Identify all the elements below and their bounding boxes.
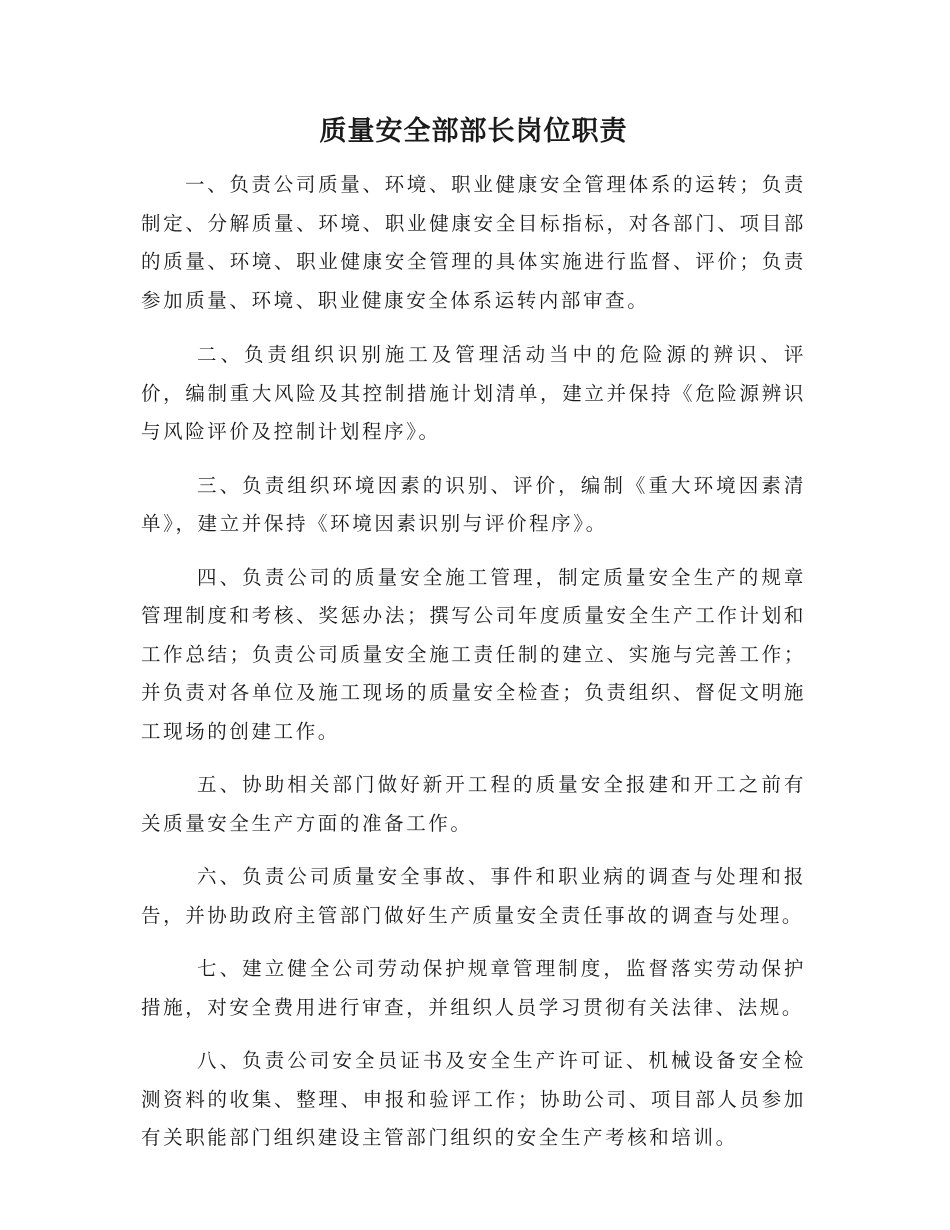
- document-title: 质量安全部部长岗位职责: [319, 116, 628, 147]
- paragraph-2: 二、负责组织识别施工及管理活动当中的危险源的辨识、评价，编制重大风险及其控制措施计划清单，建立并保持《危险源辨识与风险评价及控制计划程序》。: [141, 343, 806, 443]
- document-page: [141, 112, 806, 1173]
- paragraph-4: 四、负责公司的质量安全施工管理，制定质量安全生产的规章管理制度和考核、奖惩办法；撰写公司年度质量安全生产工作计划和工作总结；负责公司质量安全施工责任制的建立、实施与完善工作；并负责对各单位及施工现场的质量安全检查；负责组织、督促文明施工现场的创建工作。: [141, 565, 806, 743]
- paragraph-1: 一、负责公司质量、环境、职业健康安全管理体系的运转；负责制定、分解质量、环境、职业健康安全目标指标，对各部门、项目部的质量、环境、职业健康安全管理的具体实施进行监督、评价；负责参加质量、环境、职业健康安全体系运转内部审查。: [141, 173, 806, 312]
- paragraph-7: 七、建立健全公司劳动保护规章管理制度，监督落实劳动保护措施，对安全费用进行审查，并组织人员学习贯彻有关法律、法规。: [141, 957, 806, 1019]
- paragraph-8: 八、负责公司安全员证书及安全生产许可证、机械设备安全检测资料的收集、整理、申报和验评工作；协助公司、项目部人员参加有关职能部门组织建设主管部门组织的安全生产考核和培训。: [141, 1049, 806, 1149]
- paragraph-6: 六、负责公司质量安全事故、事件和职业病的调查与处理和报告，并协助政府主管部门做好生产质量安全责任事故的调查与处理。: [141, 865, 806, 927]
- paragraph-3: 三、负责组织环境因素的识别、评价，编制《重大环境因素清单》，建立并保持《环境因素识别与评价程序》。: [141, 473, 806, 535]
- paragraph-5: 五、协助相关部门做好新开工程的质量安全报建和开工之前有关质量安全生产方面的准备工作。: [141, 773, 806, 835]
